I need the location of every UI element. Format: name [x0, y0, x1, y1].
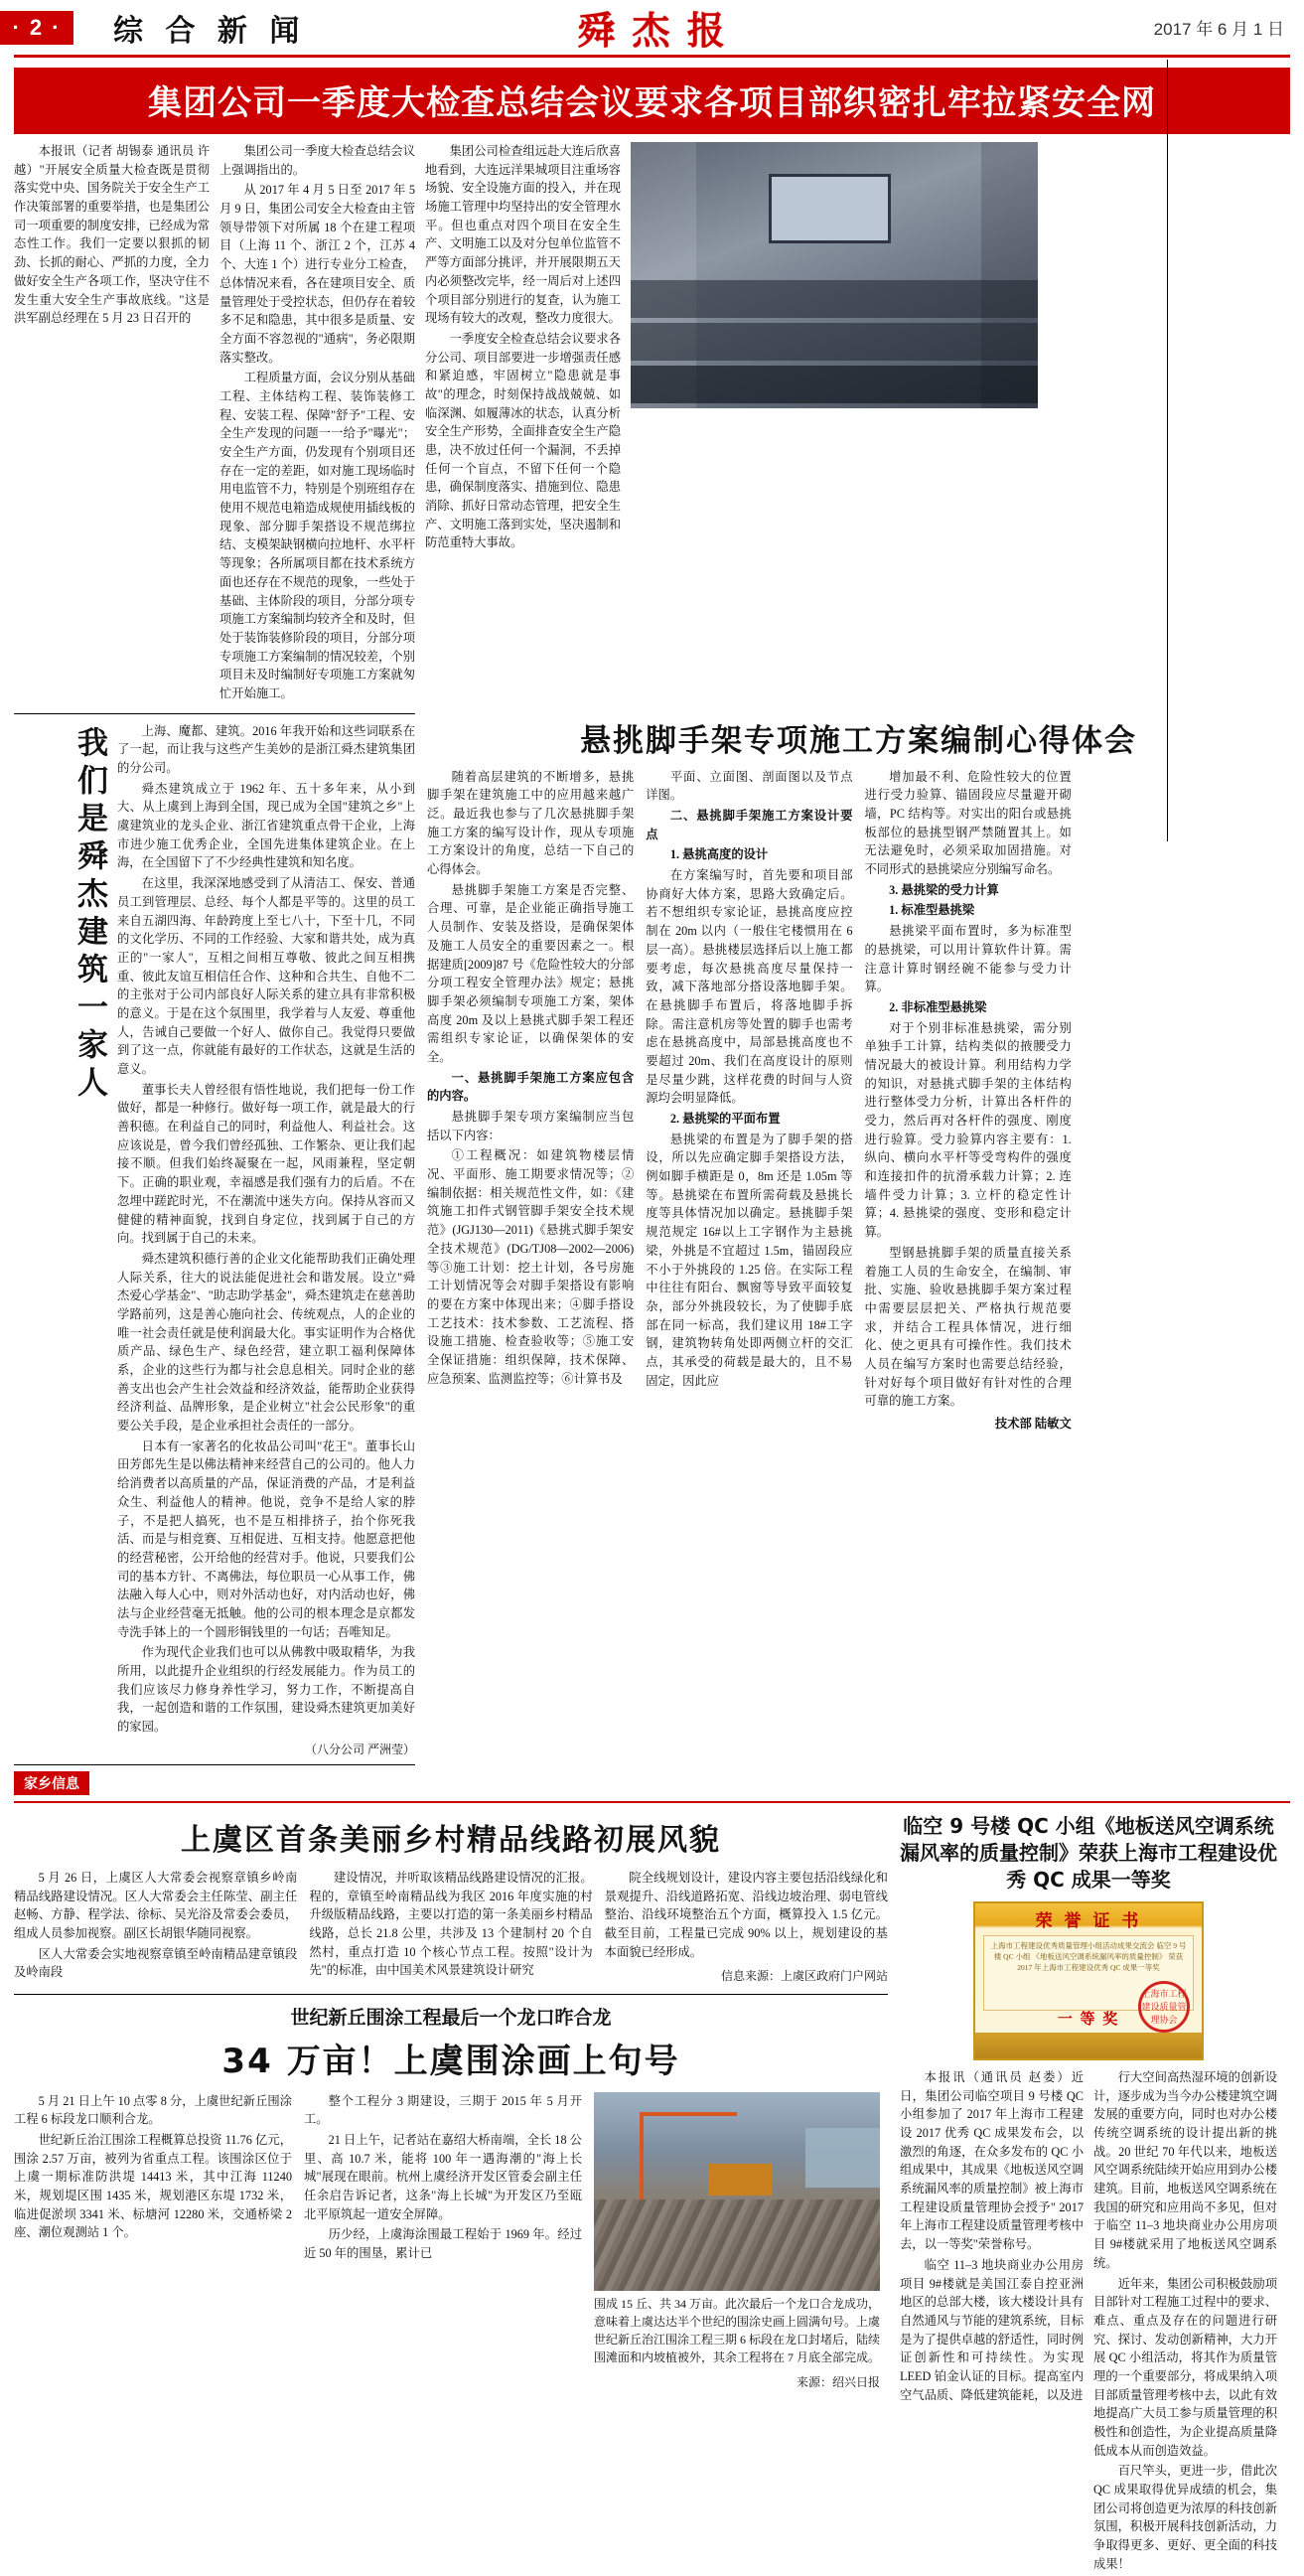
section-title: 综 合 新 闻: [113, 13, 306, 49]
certificate-prize: 一 等 奖: [1057, 2011, 1120, 2028]
feature-para: 日本有一家著名的化妆品公司叫"花王"。董事长山田芳郎先生是以佛法精神来经营自己的公司的。他人力给消费者以高质量的产品，保证消费的产品，才是利益众生、利益他人的精神。他说，竞争不是给人家的脖子，不是把人搞死，也不是互相排挤子，抬个你死我活、而是与相竞赛、互相促进、互相支持。他愿意把他的经营秘密，公开给他的经营对手。他说，只要我们公司的基本方针、不离佛法，每位职员一心从事工作，佛法融入每人心中，则对外活动也好，对内活动也好，佛法与企业经营毫无抵触。他的公司的根本理念是京都发寺洗手钵上的一个圆形铜钱里的一句话；吾唯知足。: [117, 1439, 415, 1639]
mid-story-headline: 悬挑脚手架专项施工方案编制心得体会: [580, 722, 1137, 759]
mid-subheading: 1. 标准型悬挑梁: [889, 903, 975, 918]
story2-headline: 34 万亩！上虞围涂画上句号: [221, 2041, 680, 2081]
story2-caption: 围成 15 丘、共 34 万亩。此次最后一个龙口合龙成功，意味着上虞达达半个世纪的围涂史画上圆满句号。上虞世纪新丘治江围涂工程三期 6 标段在龙口封堵后，陆续围滩面和内坡植被外，其余工程将在 7 月底全部完成。: [594, 2296, 881, 2365]
mid-story-sign: 技术部 陆敏文: [994, 1417, 1072, 1431]
lead-story-body: [14, 142, 1290, 705]
mid-subheading: 2. 悬挑梁的平面布置: [669, 1112, 781, 1126]
certificate-stamp: 上海市工程建设质量管理协会: [1138, 1981, 1190, 2033]
bottom-area: [14, 1811, 1290, 2576]
story3-para: 临空 11–3 地块商业办公用房项目 9#楼就是美国江泰自控亚洲地区的总部大楼，该大楼设计具有自然通风与节能的建筑系统，目标是为了提供卓越的舒适性，同时例证创新性和可持续性。为实现 LEED 铂金认证的目标。提高室内空气品质、降低建筑能耗，以及进: [900, 2257, 1084, 2402]
story2-para: 历少经，上虞海涂围最工程始于 1969 年。经过近 50 年的围垦，累计已: [304, 2227, 582, 2261]
mid-para: 增加最不利、危险性较大的位置进行受力验算、锚固段应尽量避开砌墙，PC 结构等。对实出的阳台或悬挑板部位的悬挑型钢严禁随置其上。如无法避免时，必须采取加固措施。对不同形式的悬挑梁应分别编写命名。: [864, 769, 1072, 877]
story1-body: [14, 1869, 888, 1986]
lead-para: 一季度安全检查总结会议要求各分公司、项目部要进一步增强责任感和紧迫感，牢固树立"隐患就是事故"的理念，时刻保持战战兢兢、如临深渊、如履薄冰的状态，认真分析安全生产形势，全面排查安全生产隐患，决不放过任何一个漏洞，不丢掉任何一个盲点，不留下任何一个隐患，确保制度落实、措施到位、隐患消除、抓好日常动态管理，把安全生产、文明施工落到实处，坚决遏制和防范重特大事故。: [425, 331, 621, 550]
story3-para: 近年来，集团公司积极鼓励项目部针对工程施工过程中的要求、难点、重点及存在的问题进行研究、探讨、发动创新精神，大力开展 QC 小组活动，将其作为质量管理的一个重要部分，将成果纳入项目部质量管理考核中去，以此有效地提高广大员工参与质量管理的积极性和创造性，为企业提高质量降低成本从而创造效益。: [1093, 2276, 1277, 2458]
story2-para: 整个工程分 3 期建设，三期于 2015 年 5 月开工。: [304, 2093, 582, 2127]
feature-byline: （八分公司 严洲莹）: [304, 1742, 415, 1756]
story3-headline: 临空 9 号楼 QC 小组《地板送风空调系统漏风率的质量控制》荣获上海市工程建设优秀 QC 成果一等奖: [900, 1813, 1277, 1892]
story3-para: 本报讯（通讯员 赵娄）近日，集团公司临空项目 9 号楼 QC 小组参加了 2017 年上海市工程建设 2017 优秀 QC 成果发布会，以激烈的角逐，在众多发布的 QC 小组成果中，其成果《地板送风空调系统漏风率的质量控制》被上海市工程建设质量管理协会授予" 2017 年上海市工程建设质量管理考核中去，以一等奖"荣誉称号。: [900, 2069, 1084, 2252]
lead-para: 本报讯（记者 胡锡泰 通讯员 许越）"开展安全质量大检查既是贯彻落实党中央、国务院关于安全生产工作决策部署的重要举措，也是集团公司一项重要的制度安排，已经成为常态性工作。我们一定要以狠抓的韧劲、长抓的耐心、严抓的力度，全力做好安全生产各项工作，坚决守住不发生重大安全生产事故底线。"这是洪军副总经理在 5 月 23 日召开的: [14, 144, 210, 326]
red-divider: [14, 1801, 1290, 1803]
bottom-right: [900, 1811, 1277, 2576]
story2-kicker: 世纪新丘围涂工程最后一个龙口昨合龙: [290, 2006, 612, 2029]
mid-subheading: 2. 非标准型悬挑梁: [889, 999, 987, 1014]
mid-para: ①工程概况：如建筑物楼层情况、平面形、施工期要求情况等；②编制依据：相关规范性文件，如：《建筑施工扣件式钢管脚手架安全技术规范》(JGJ130—2011)《悬挑式脚手架安全技术规范》(DG/TJ08—2002—2006)等③施工计划：挖土计划，各号房施工计划情况等会对脚手架搭设有影响的要在方案中体现出来；④脚手搭设工艺技术：技术参数、工艺流程、搭设施工措施、检查验收等；⑤施工安全保证措施：组织保障，技术保障、应急预案、监测监控等；⑥计算书及: [427, 1148, 635, 1386]
feature-para: 上海、魔都、建筑。2016 年我开始和这些词联系在了一起，而让我与这些产生美妙的是浙江舜杰建筑集团的分公司。: [117, 723, 415, 775]
story2-para: 21 日上午，记者站在嘉绍大桥南端，全长 18 公里、高 10.7 米，能将 100 年一遇海潮的"海上长城"展现在眼前。杭州上虞经济开发区管委会副主任任余启告诉记者，这条"海上长城"为开发区乃至瓯北平原筑起一道安全屏障。: [304, 2133, 582, 2221]
story2-body: [14, 2092, 888, 2390]
story2-para: 5 月 21 日上午 10 点零 8 分，上虞世纪新丘围涂工程 6 标段龙口顺利合龙。: [14, 2093, 292, 2127]
mid-column-4: [1084, 768, 1290, 1434]
lead-headline: 集团公司一季度大检查总结会议要求各项目部织密扎牢拉紧安全网: [14, 68, 1290, 134]
feature-vertical-title: 我们是舜杰建筑一家人: [72, 725, 107, 1104]
mid-subheading: 1. 悬挑高度的设计: [669, 847, 769, 862]
lead-para: 集团公司检查组远赴大连后欣喜地看到，大连远洋果城项目注重场容场貌、安全设施方面的投入，并在现场施工管理中均坚持出的安全管理水平。但也重点对四个项目在安全生产、文明施工以及对分包单位监管不严等方面部分挑评，并开展限期五天内必须整改完毕，经一周后对上述四个项目部分别进行的复查，认为施工现场有较大的改观，整改力度很大。: [425, 144, 621, 326]
feature-article: [14, 713, 415, 1765]
story3-para: 百尺竿头，更进一步，借此次 QC 成果取得优异成绩的机会，集团公司将创造更为浓厚的科技创新氛围，积极开展科技创新活动，力争取得更多、更好、更全面的科技成果！: [1093, 2464, 1277, 2571]
mid-para: 悬挑梁平面布置时，多为标准型的悬挑梁，可以用计算软件计算。需注意计算时钢经碗不能参与受力计算。: [864, 924, 1072, 994]
story1-column-1: [14, 1869, 297, 1986]
lead-column-1: [14, 142, 210, 705]
issue-date: 2017 年 6 月 1 日: [1153, 20, 1284, 39]
bottom-left: [14, 1811, 888, 2576]
mid-para: 对于个别非标准悬挑梁，需分别单独手工计算，结构类似的掖腰受力情况最大的被设计算。利用结构力学的知识，对悬挑式脚手架的主体结构进行整体受力分析，计算出各杆件的受力，然后再对各杆件的强度、刚度进行验算。受力验算内容主要有：1. 纵向、横向水平杆等受弯构件的强度和连接扣件的抗滑承载力计算；2. 连墙件受力计算；3. 立杆的稳定性计算；4. 悬挑梁的强度、变形和稳定计算。: [864, 1020, 1072, 1240]
story2-para: 世纪新丘治江围涂工程概算总投资 11.76 亿元，围涂 2.57 万亩，被列为省重点工程。该围涂区位于上虞一期标准防洪堤 14413 米，其中江海 11240 米，规划堤区围 1435 米，规划港区东堤 1732 米，临进促淤坝 3341 米、标塘河 12280 米，交通桥梁 2 座、潮位观测站 1 个。: [14, 2133, 292, 2240]
story2-column-2: [304, 2092, 582, 2390]
mid-column-3: [865, 768, 1072, 1434]
mid-para: 平面、立面图、剖面图以及节点详图。: [646, 769, 853, 803]
feature-para: 舜杰建筑成立于 1962 年、五十多年来，从小到大、从上虞到上海到全国，现已成为全国"建筑之乡"上虞建筑业的龙头企业、浙江省建筑重点骨干企业，上海市进少施工优秀企业，全国先进集体建筑企业。在上海，在全国留下了不少经典性建筑和知名度。: [117, 781, 415, 870]
story2-photo-block: [594, 2092, 880, 2390]
feature-para: 舜杰建筑积德行善的企业文化能帮助我们正确处理人际关系，往大的说法能促进社会和谐发展。设立"舜杰爱心学基金"、"助志助学基金"，舜杰建筑走在慈善助学路前列，这是善心施向社会、传统观点，人的企业的唯一社会责任就是使利润最大化。事实证明作为合格优质产品、绿色生产、绿色经营，建立职工福利保障体系，企业的这些行为都与社会息息相关。同时企业的慈善支出也会产生社会效益和经济效益，能帮助企业获得经济利益、品牌形象，是企业树立"社会公民形象"的重要公关手段，是企业承担社会责任的一部分。: [117, 1251, 415, 1434]
meeting-photo-block: [631, 142, 1038, 705]
mid-para: 悬挑脚手架专项方案编制应当包括以下内容：: [427, 1110, 635, 1142]
hometown-section-label: 家乡信息: [14, 1771, 89, 1795]
certificate-image: [973, 1901, 1204, 2060]
mid-column-2: [646, 768, 852, 1434]
story2-source: 来源：绍兴日报: [796, 2374, 880, 2389]
mid-subheading: 二、悬挑脚手架施工方案设计要点: [646, 809, 853, 841]
mid-para: 悬挑脚手架施工方案是否完整、合理、可靠，是企业能正确指导施工人员制作、安装及搭设，是确保架体及施工人员安全的重要因素之一。根据建质[2009]87 号《危险性较大的分部分项工程安全管理办法》规定；悬挑脚手架必须编制专项施工方案，架体高度 20m 及以上悬挑式脚手架工程还需组织专家论证，以确保架体的安全。: [427, 882, 635, 1064]
excavator-shape: [708, 2164, 771, 2196]
mid-para: 随着高层建筑的不断增多，悬挑脚手架在建筑施工中的应用越来越广泛。最近我也参与了几次悬挑脚手架施工方案的编写设计作，现从专项施工方案设计的角度，总结一下自己的心得体会。: [427, 769, 635, 877]
story3-body: [900, 2068, 1277, 2576]
newspaper-nameplate: 舜 杰 报: [577, 8, 727, 53]
lead-para: 从 2017 年 4 月 5 日至 2017 年 5 月 9 日，集团公司安全大检查由主管领导带领下对所属 18 个在建工程项目（上海 11 个、浙江 2 个，江苏 4 个、大连 1 个）进行专业分工检查，总体情况来看，各在建项目安全、质量管理处于受控状态，但仍存在着较多不足和隐患，其中很多是质量、安全方面不容忽视的"通病"，务必限期落实整改。: [219, 183, 415, 365]
column-rule: [1167, 60, 1168, 841]
mid-para: 型钢悬挑脚手架的质量直接关系着施工人员的生命安全，在编制、审批、实施、验收悬挑脚手架方案过程中需要层层把关、严格执行规范要求，并结合工程具体情况，进行细化、使之更具有可操作性。我们技术人员在编写方案时也需要总结经验，针对好每个项目做好有针对性的合理可靠的施工方案。: [864, 1245, 1072, 1409]
story1-para: 建设情况，并听取该精品线路建设情况的汇报。程的，章镇至岭南精品线为我区 2016 年度实施的村升级版精品线路，主要以打造的第一条美丽乡村精品线路，总长 21.8 公里，共涉及 13 个建制村 20 个自然村，重点打造 10 个核心节点工程。按照"设计为先"的标准，由中国美术风景建筑设计研究: [309, 1870, 593, 1978]
story1-para: 院全线规划设计，建设内容主要包括沿线绿化和景观提升、沿线道路拓宽、沿线边坡治理、弱电管线整治、沿线环境整治五个方面，概算投入 1.5 亿元。截至目前，工程量已完成 90% 以上，规划建设的基本面貌已经形成。: [604, 1870, 888, 1959]
story3-para: 行大空间高热湿环境的创新设计，逐步成为当今办公楼建筑空调发展的重要方向，同时也对办公楼传统空调系统的设计提出新的挑战。20 世纪 70 年代以来，地板送风空调系统陆续开始应用到办公楼建筑。目前，地板送风空调系统在我国的研究和应用尚不多见，但对于临空 11–3 地块商业办公用房项目 9#楼就采用了地板送风空调系统。: [1093, 2069, 1277, 2270]
story3-column-1: [900, 2068, 1084, 2576]
mid-subheading: 一、悬挑脚手架施工方案应包含的内容。: [427, 1070, 635, 1104]
story1-para: 5 月 26 日，上虞区人大常委会视察章镇乡岭南精品线路建设情况。区人大常委会主任陈莹、副主任赵畅、方静、程学法、徐标、吴光浴及常委会委员，组成人员参加视察。副区长胡银华随同视察。: [14, 1870, 298, 1941]
story1-column-2: [309, 1869, 592, 1986]
story3-column-2: [1093, 2068, 1277, 2576]
meeting-photo: [631, 142, 1038, 408]
mid-subheading: 3. 悬挑梁的受力计算: [889, 882, 999, 897]
lead-column-3: [425, 142, 621, 705]
masthead: [14, 0, 1290, 58]
certificate-title: 荣 誉 证 书: [1035, 1910, 1142, 1931]
mid-column-1: [427, 768, 634, 1434]
feature-para: 在这里，我深深地感受到了从清洁工、保安、普通员工到管理层、总经、每个人都是平等的。这里的员工来自五湖四海、年龄跨度上至七八十，下至十几，不同的文化学历、不同的工作经验、大家和谐共处，成为真正的"一家人"，互相之间相互尊敬、彼此之间互相携重、彼此友谊互相信任合作、这种和合共生、自他不二的主张对于公司内部良好人际关系的建立具有非常积极的意义。于是在这个氛围里，我学着与人友爱、尊重他人，告诫自己要做一个好人、做你自己。我觉得只要做到了这一点，你就能有最好的工作状态，这就是生活的意义。: [117, 876, 415, 1076]
lead-column-2: [219, 142, 415, 705]
mid-para: 在方案编写时，首先要和项目部协商好大体方案，思路大致确定后。若不想组织专家论证，悬挑高度应控制在 20m 以内（一般住宅楼惯用在 6 层一高）。悬挑楼层选择后以上施工都要考虑，每次悬挑高度尽量保持一致，减下落地部分搭设落地脚手架。在悬挑脚手布置后，将落地脚手拆除。需注意机房等处置的脚手也需考虑在悬挑高度中，局部悬挑高度也不要超过 20m、我们在高度设计的原则是尽量少跳，这样花费的时间与人资源均会明显降低。: [646, 868, 853, 1106]
projection-screen: [769, 174, 891, 243]
reclamation-photo: [594, 2092, 880, 2291]
thin-divider: [14, 1994, 888, 1995]
feature-body: [117, 722, 415, 1758]
certificate-footer-band: [975, 2033, 1202, 2058]
mid-story-body: [427, 768, 1290, 1434]
certificate-body: 上海市工程建设优秀质量管理小组活动成果交流会 临空 9 号楼 QC 小组 《地板送风空调系统漏风率的质量控制》 荣获 2017 年上海市工程建设优秀 QC 成果一等奖: [983, 1935, 1194, 2011]
story2-column-1: [14, 2092, 292, 2390]
lead-para: 工程质量方面，会议分别从基础工程、主体结构工程、装饰装修工程、安装工程、保障"舒予"工程、安全生产发现的问题一一给予"曝光"；安全生产方面，仍发现有个别项目还存在一定的差距，如对施工现场临时用电监管不力，特别是个别班组存在使用不规范电箱造成规使用插线板的现象、部分脚手架搭设不规范绑拉结、支模架缺钢横向拉地杆、水平杆等现象；各所属项目都在技术系统方面也还存在不规范的现象，一些处于基础、主体阶段的项目，分部分项专项施工方案编制均较齐全和及时，但处于装饰装修阶段的项目，分部分项专项施工方案编制的情况较差，个别项目未及时编制好专项施工方案就匆忙开始施工。: [219, 371, 415, 700]
mid-para: 悬挑梁的布置是为了脚手架的搭设，所以先应确定脚手架搭设方法，例如脚手横距是 0，8m 还是 1.05m 等等。悬挑梁在布置所需荷载及悬挑长度等具体情况加以确定。悬挑脚手架规范规定 16#以上工字钢作为主悬挑梁，外挑是不宜超过 1.5m，锚固段应不小于外挑段的 1.25 倍。在实际工程中往往有阳台、飘窗等导致平面较复杂，部分外挑段较长，为了使脚手底部在同一标高，我们建议用 18#工字钢，建筑物转角处即两侧立杆的交汇点，其承受的荷载是最大的，且不易固定，因此应: [646, 1132, 853, 1388]
feature-para: 董事长夫人曾经很有悟性地说，我们把每一份工作做好，都是一种修行。做好每一项工作，就是最大的行善积德。在利益自己的同时，利益他人、利益社会。这应该说是，曾今我们曾经孤独、工作繁杂、更让我们起接不顺。但我们始终凝聚在一起，风雨兼程，坚定朝下。正确的职业观，幸福感是我们强有力的后盾。不在忽埋中蹉跎时光，不在潮流中迷失方向。保持从容而又健健的精神面貌，找到自身定位，找到属于自己的方向。找到属于自己的未来。: [117, 1082, 415, 1246]
page-number: · 2 ·: [0, 11, 73, 45]
story1-source: 信息来源：上虞区政府门户网站: [720, 1969, 888, 1984]
story1-column-3: [605, 1869, 888, 1986]
story1-para: 区人大常委会实地视察章镇至岭南精品建章镇段及岭南段: [14, 1946, 298, 1980]
lead-para: 集团公司一季度大检查总结会议上强调指出的。: [219, 144, 415, 177]
feature-para: 作为现代企业我们也可以从佛教中吸取精华，为我所用，以此提升企业组织的行经发展能力。作为员工的我们应该尽力修身养性学习，努力工作，不断提高自我，一起创造和谐的工作氛围，建设舜杰建筑更加美好的家园。: [117, 1645, 415, 1735]
story1-headline: 上虞区首条美丽乡村精品线路初展风貌: [181, 1822, 721, 1858]
